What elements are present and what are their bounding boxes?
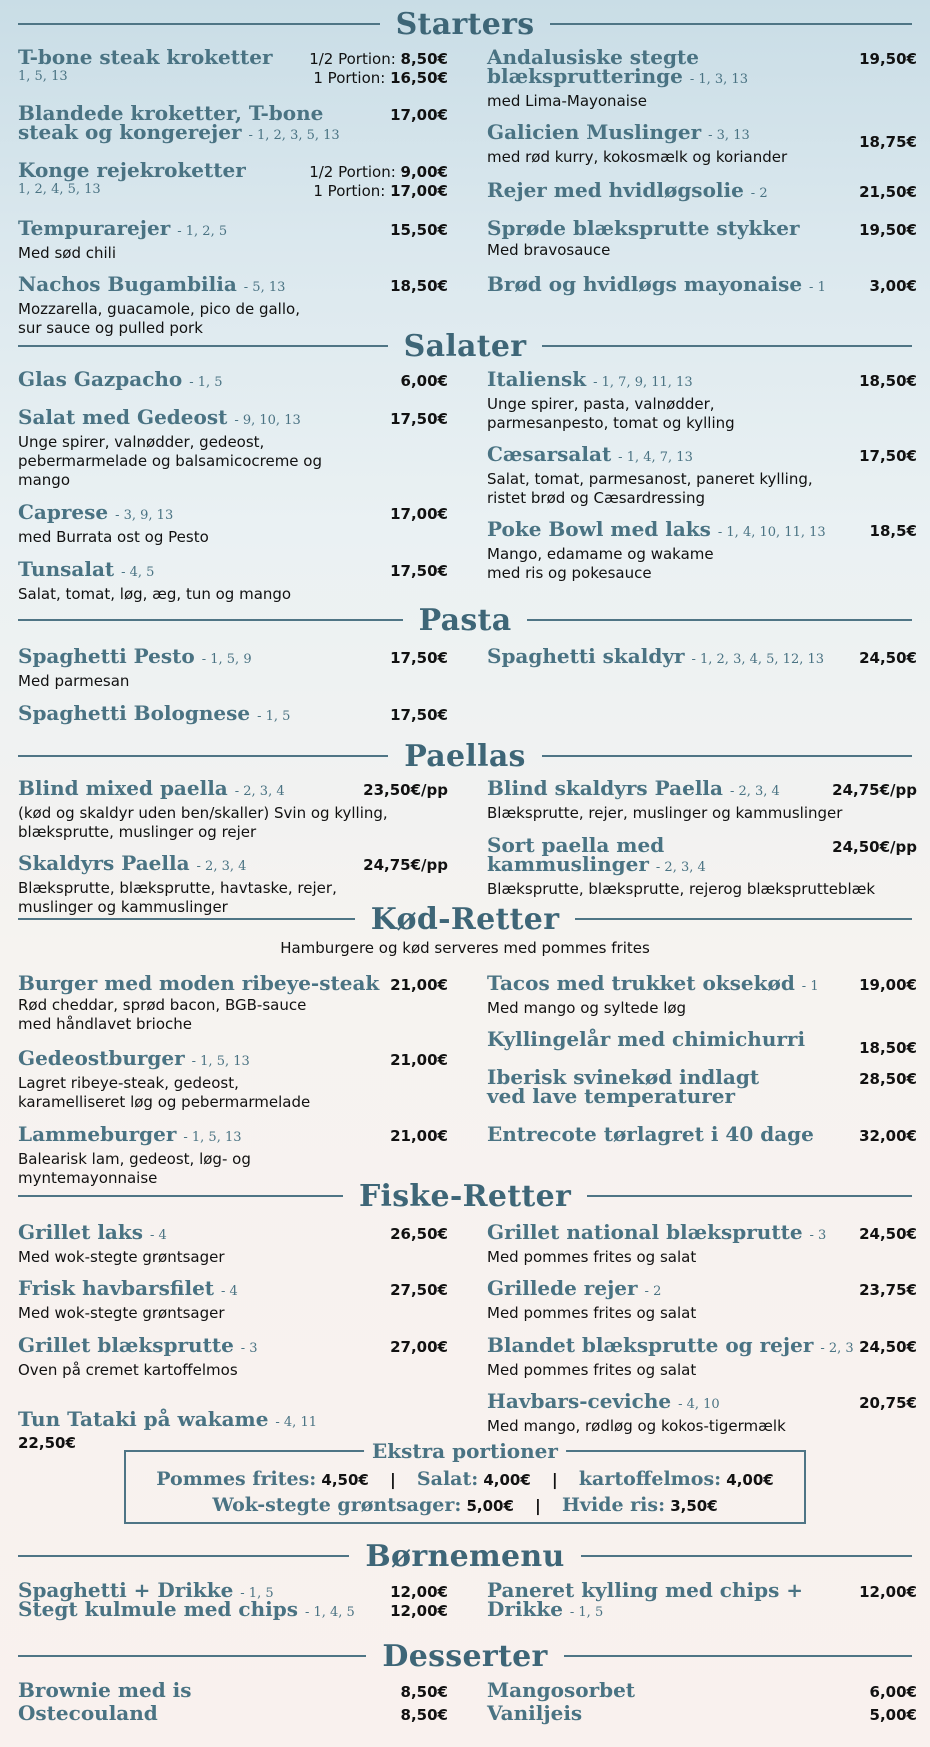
- menu-item-tbone: [18, 45, 448, 87]
- item-allergens: - 1, 2, 3, 5, 13: [248, 128, 340, 143]
- menu-item-entrecote: [487, 1122, 917, 1146]
- item-description: Unge spirer, valnødder, gedeost, pebermarmelade og balsamicocreme og mango: [18, 433, 323, 489]
- item-description: Unge spirer, pasta, valnødder, parmesanpesto, tomat og kylling: [487, 395, 735, 432]
- item-price: 17,50€: [390, 562, 448, 580]
- separator: |: [551, 1470, 558, 1489]
- menu-item-brownie: [18, 1678, 448, 1702]
- section-title: Starters: [395, 6, 535, 42]
- item-price: 3,00€: [869, 277, 917, 295]
- separator: |: [389, 1470, 396, 1489]
- item-description: Rød cheddar, sprød bacon, BGB-sauce med håndlavet brioche: [18, 996, 307, 1033]
- item-name: Sprøde blæksprutte stykker: [487, 216, 800, 240]
- item-description: Oven på cremet kartoffelmos: [18, 1361, 238, 1379]
- item-description: med rød kurry, kokosmælk og koriander: [487, 148, 788, 166]
- divider: [527, 619, 912, 621]
- item-allergens: - 2, 3, 4: [729, 784, 780, 799]
- item-name: Tempurarejer: [18, 216, 171, 240]
- item-description: Med parmesan: [18, 672, 130, 690]
- item-allergens: - 3, 9, 13: [115, 508, 174, 523]
- extra-wok: Wok-stegte grøntsager: 5,00€: [212, 1494, 514, 1516]
- item-name: Blandede kroketter, T-bone steak og kongerejer: [18, 101, 324, 144]
- menu-item-gazpacho: [18, 367, 448, 392]
- item-description: Blæksprutte, blæksprutte, rejerog blæksprutteblæk: [487, 880, 876, 898]
- menu-item-blind-skaldyrs: [487, 776, 917, 823]
- divider: [18, 1655, 366, 1657]
- item-name: Nachos Bugambilia: [18, 272, 237, 296]
- item-name: Spaghetti + Drikke: [18, 1578, 234, 1602]
- separator: |: [535, 1496, 541, 1515]
- price-half: 1/2 Portion: 9,00€: [309, 163, 448, 181]
- menu-item-grillede-rejer: [487, 1276, 917, 1323]
- item-description: Blæksprutte, blæksprutte, havtaske, rejer, muslinger og kammuslinger: [18, 879, 337, 916]
- extra-row-2: [126, 1494, 804, 1516]
- menu-item-bolognese: [18, 701, 448, 726]
- item-allergens: - 1, 5, 9: [201, 652, 252, 667]
- item-description: Med mango og syltede løg: [487, 999, 687, 1017]
- item-allergens: - 1, 5: [257, 709, 291, 724]
- menu-item-caesar: [487, 442, 917, 508]
- price-full: 1 Portion: 17,00€: [313, 182, 448, 200]
- divider: [542, 345, 912, 347]
- item-description: Med pommes frites og salat: [487, 1361, 697, 1379]
- item-allergens: - 2: [750, 186, 768, 201]
- item-allergens: - 1, 5: [240, 1586, 274, 1601]
- item-price: 12,00€: [390, 1583, 448, 1601]
- item-price: 17,50€: [859, 447, 917, 465]
- item-allergens: - 3: [240, 1341, 258, 1356]
- item-name: Sort paella med kammuslinger: [487, 833, 665, 876]
- divider: [18, 23, 380, 25]
- item-allergens: - 2: [644, 1284, 662, 1299]
- item-price: 18,50€: [859, 1039, 917, 1057]
- divider: [542, 755, 912, 757]
- item-allergens: 1, 2, 4, 5, 13: [18, 182, 101, 197]
- item-name: Grillede rejer: [487, 1276, 638, 1300]
- menu-item-pesto: [18, 644, 448, 691]
- item-price: 18,5€: [869, 522, 917, 540]
- item-description: Blæksprutte, rejer, muslinger og kammuslinger: [487, 804, 843, 822]
- item-name: Iberisk svinekød indlagt ved lave temperaturer: [487, 1065, 760, 1108]
- item-price: 17,50€: [390, 649, 448, 667]
- extra-row-1: [126, 1468, 804, 1490]
- item-allergens: - 1, 5: [189, 375, 223, 390]
- menu-item-galicien: [487, 120, 917, 167]
- item-description: Salat, tomat, løg, æg, tun og mango: [18, 585, 292, 603]
- section-header-paellas: [18, 736, 912, 776]
- item-description: Med bravosauce: [487, 241, 611, 259]
- item-name: Salat med Gedeost: [18, 405, 228, 429]
- menu-item-grillet-blaeksprutte: [18, 1333, 448, 1380]
- item-price: 12,00€: [859, 1583, 917, 1601]
- item-price: 24,75€/pp: [363, 856, 448, 874]
- item-price: 28,50€: [859, 1070, 917, 1088]
- item-name: Grillet national blæksprutte: [487, 1220, 803, 1244]
- extra-pommes: Pommes frites: 4,50€: [156, 1468, 369, 1490]
- item-price: 21,00€: [390, 1127, 448, 1145]
- item-description: Balearisk lam, gedeost, løg- og myntemayonnaise: [18, 1150, 251, 1187]
- item-name: Entrecote tørlagret i 40 dage: [487, 1122, 814, 1146]
- section-title: Kød-Retter: [370, 901, 560, 937]
- item-allergens: - 2, 3, 4: [196, 859, 247, 874]
- menu-item-burger: [18, 971, 448, 1034]
- menu-item-havbarsfilet: [18, 1276, 448, 1323]
- divider: [581, 1555, 912, 1557]
- item-price: 24,75€/pp: [832, 781, 917, 799]
- item-price: 19,50€: [859, 50, 917, 68]
- item-allergens: - 1, 7, 9, 11, 13: [593, 375, 693, 390]
- item-price: 24,50€: [859, 1225, 917, 1243]
- item-allergens: - 5, 13: [243, 280, 286, 295]
- item-description: Salat, tomat, parmesanost, paneret kylling, ristet brød og Cæsardressing: [487, 470, 813, 507]
- item-price: 26,50€: [390, 1225, 448, 1243]
- item-description: Med pommes frites og salat: [487, 1304, 697, 1322]
- item-price: 32,00€: [859, 1127, 917, 1145]
- item-price: 17,50€: [390, 706, 448, 724]
- item-price: 17,00€: [390, 106, 448, 124]
- item-description: Med wok-stegte grøntsager: [18, 1248, 225, 1266]
- divider: [18, 755, 388, 757]
- item-name: Caprese: [18, 500, 109, 524]
- item-name: Stegt kulmule med chips: [18, 1597, 298, 1621]
- menu-item-tempura: [18, 216, 448, 263]
- menu-item-mangosorbet: [487, 1678, 917, 1702]
- divider: [18, 345, 388, 347]
- item-price: 17,50€: [390, 410, 448, 428]
- item-description: Med pommes frites og salat: [487, 1248, 697, 1266]
- divider: [18, 1555, 349, 1557]
- item-price: 19,00€: [859, 976, 917, 994]
- menu-item-rejer: [487, 178, 917, 203]
- item-price: 23,75€: [859, 1281, 917, 1299]
- section-header-desserter: [18, 1636, 912, 1676]
- item-allergens: - 4: [149, 1228, 167, 1243]
- item-allergens: - 2, 3, 4: [234, 784, 285, 799]
- item-allergens: - 1, 4, 10, 11, 13: [717, 525, 826, 540]
- item-price: 24,50€/pp: [832, 838, 917, 856]
- item-allergens: - 3: [809, 1228, 827, 1243]
- menu-item-iberisk: [487, 1065, 917, 1108]
- menu-item-vaniljeis: [487, 1701, 917, 1725]
- section-note: Hamburgere og kød serveres med pommes frites: [280, 939, 650, 957]
- item-name: Blandet blæksprutte og rejer: [487, 1333, 814, 1357]
- item-allergens: - 9, 10, 13: [234, 413, 301, 428]
- item-name: Skaldyrs Paella: [18, 851, 190, 875]
- extra-portions-title: Ekstra portioner: [364, 1439, 566, 1463]
- item-name: Blind mixed paella: [18, 776, 228, 800]
- item-description: Med sød chili: [18, 244, 116, 262]
- item-name: Gedeostburger: [18, 1046, 185, 1070]
- item-name: Blind skaldyrs Paella: [487, 776, 723, 800]
- item-price: 24,50€: [859, 1338, 917, 1356]
- item-name: Galicien Muslinger: [487, 120, 702, 144]
- item-allergens: - 1, 3, 13: [689, 72, 748, 87]
- item-name: Tunsalat: [18, 557, 115, 581]
- divider: [18, 918, 355, 920]
- section-header-starters: [18, 4, 912, 44]
- item-name: Grillet blæksprutte: [18, 1333, 234, 1357]
- item-name: Vaniljeis: [487, 1701, 583, 1725]
- item-description: Med mango, rødløg og kokos-tigermælk: [487, 1417, 786, 1435]
- section-title: Salater: [403, 328, 527, 364]
- item-name: T-bone steak kroketter: [18, 45, 273, 69]
- item-name: Tun Tataki på wakame: [18, 1407, 269, 1431]
- item-name: Brownie med is: [18, 1678, 192, 1702]
- item-name: Andalusiske stegte blæksprutteringe: [487, 45, 699, 88]
- section-header-salater: [18, 326, 912, 366]
- section-title: Desserter: [382, 1638, 548, 1674]
- divider: [564, 1655, 912, 1657]
- menu-item-italiensk: [487, 367, 917, 433]
- menu-item-kyllingelar: [487, 1027, 917, 1057]
- item-allergens: - 3, 13: [708, 128, 750, 143]
- item-name: Tacos med trukket oksekød: [487, 971, 795, 995]
- extra-ris: Hvide ris: 3,50€: [561, 1494, 718, 1516]
- menu-item-ostecouland: [18, 1701, 448, 1725]
- item-price: 20,75€: [859, 1394, 917, 1412]
- section-header-born: [18, 1536, 912, 1576]
- item-description: Mango, edamame og wakame med ris og pokesauce: [487, 545, 714, 582]
- item-price: 21,00€: [390, 1051, 448, 1069]
- menu-item-blandet: [487, 1333, 917, 1380]
- section-title: Paellas: [404, 738, 526, 774]
- menu-item-brod: [487, 272, 917, 297]
- divider: [18, 1195, 343, 1197]
- divider: [18, 619, 403, 621]
- item-name: Cæsarsalat: [487, 442, 612, 466]
- item-name: Spaghetti skaldyr: [487, 644, 685, 668]
- item-name: Frisk havbarsfilet: [18, 1276, 215, 1300]
- item-allergens: - 1, 5, 13: [191, 1054, 250, 1069]
- item-name: Italiensk: [487, 367, 587, 391]
- menu-item-blind-mixed: [18, 776, 448, 842]
- divider: [587, 1195, 912, 1197]
- extra-portions-box: [124, 1439, 806, 1524]
- section-header-pasta: [18, 600, 912, 640]
- item-name: Brød og hvidløgs mayonaise: [487, 272, 803, 296]
- item-name: Konge rejekroketter: [18, 158, 246, 182]
- menu-item-konge: [18, 158, 448, 200]
- item-description: Lagret ribeye-steak, gedeost, karamelliseret løg og pebermarmelade: [18, 1074, 311, 1111]
- menu-item-blandede: [18, 101, 448, 145]
- menu-item-gedeost: [18, 405, 448, 490]
- item-price: 15,50€: [390, 221, 448, 239]
- item-allergens: - 1: [801, 979, 819, 994]
- menu-item-andalus: [487, 45, 917, 111]
- item-price: 18,50€: [390, 277, 448, 295]
- item-description: (kød og skaldyr uden ben/skaller) Svin og kylling, blæksprutte, muslinger og rejer: [18, 804, 388, 841]
- divider: [550, 23, 912, 25]
- menu-item-tacos: [487, 971, 917, 1018]
- menu-item-skaldyr: [487, 644, 917, 669]
- item-price: 21,00€: [390, 976, 448, 994]
- extra-kartoffelmos: kartoffelmos: 4,00€: [578, 1468, 774, 1490]
- item-name: Kyllingelår med chimichurri: [487, 1027, 806, 1051]
- item-price: 18,50€: [859, 372, 917, 390]
- item-name: Havbars-ceviche: [487, 1389, 672, 1413]
- item-allergens: - 1, 5: [569, 1605, 604, 1620]
- item-allergens: - 1, 2, 5: [177, 224, 228, 239]
- item-price: 23,50€/pp: [363, 781, 448, 799]
- item-price: 17,00€: [390, 505, 448, 523]
- item-allergens: - 1, 4, 7, 13: [618, 450, 693, 465]
- item-price: 12,00€: [390, 1602, 448, 1620]
- item-name: Paneret kylling med chips + Drikke: [487, 1578, 804, 1621]
- item-description: Med wok-stegte grøntsager: [18, 1304, 225, 1322]
- item-name: Ostecouland: [18, 1701, 158, 1725]
- menu-item-tunsalat: [18, 557, 448, 604]
- item-name: Poke Bowl med laks: [487, 517, 711, 541]
- item-name: Grillet laks: [18, 1220, 144, 1244]
- section-title: Fiske-Retter: [358, 1178, 572, 1214]
- item-allergens: - 4: [221, 1284, 238, 1299]
- item-allergens: 1, 5, 13: [18, 69, 68, 84]
- item-price: 5,00€: [869, 1706, 917, 1724]
- item-allergens: - 2, 3: [820, 1341, 854, 1356]
- item-price: 8,50€: [400, 1706, 448, 1724]
- price-half: 1/2 Portion: 8,50€: [309, 50, 448, 68]
- item-allergens: - 1: [809, 280, 826, 295]
- menu-item-poke: [487, 517, 917, 583]
- item-allergens: - 4, 11: [275, 1415, 317, 1430]
- menu-item-paneret-kylling: [487, 1578, 917, 1622]
- item-allergens: - 2, 3, 4: [655, 860, 706, 875]
- menu-item-sprode: [487, 216, 917, 260]
- item-allergens: - 4, 5: [121, 565, 155, 580]
- item-name: Burger med moden ribeye-steak: [18, 971, 380, 995]
- menu-item-national: [487, 1220, 917, 1267]
- item-description: med Burrata ost og Pesto: [18, 528, 209, 546]
- extra-salat: Salat: 4,00€: [416, 1468, 531, 1490]
- price-full: 1 Portion: 16,50€: [313, 69, 448, 87]
- item-name: Glas Gazpacho: [18, 367, 183, 391]
- menu-item-caprese: [18, 500, 448, 547]
- item-name: Lammeburger: [18, 1122, 177, 1146]
- menu-item-sort-paella: [487, 833, 917, 899]
- item-price: 19,50€: [859, 221, 917, 239]
- item-description: Mozzarella, guacamole, pico de gallo, sur sauce og pulled pork: [18, 300, 300, 337]
- item-name: Rejer med hvidløgsolie: [487, 178, 744, 202]
- item-allergens: - 1, 5, 13: [183, 1130, 242, 1145]
- menu-item-kulmule: [18, 1597, 448, 1622]
- item-description: med Lima-Mayonaise: [487, 92, 647, 110]
- menu-item-grillet-laks: [18, 1220, 448, 1267]
- item-price: 6,00€: [400, 372, 448, 390]
- section-title: Børnemenu: [365, 1538, 565, 1574]
- menu-item-gedeostburger: [18, 1046, 448, 1112]
- section-title: Pasta: [418, 602, 512, 638]
- item-allergens: - 1, 4, 5: [304, 1605, 355, 1620]
- item-name: Mangosorbet: [487, 1678, 636, 1702]
- item-name: Spaghetti Pesto: [18, 644, 195, 668]
- divider: [575, 918, 912, 920]
- item-allergens: - 1, 2, 3, 4, 5, 12, 13: [691, 652, 825, 667]
- item-allergens: - 4, 10: [678, 1397, 720, 1412]
- item-price: 27,50€: [390, 1281, 448, 1299]
- item-price: 27,00€: [390, 1338, 448, 1356]
- section-header-kod: [18, 899, 912, 939]
- item-price: 6,00€: [869, 1683, 917, 1701]
- item-price: 22,50€: [18, 1434, 76, 1452]
- item-price: 24,50€: [859, 649, 917, 667]
- menu-item-ceviche: [487, 1389, 917, 1436]
- item-price: 21,50€: [859, 183, 917, 201]
- item-price: 18,75€: [859, 133, 917, 151]
- item-price: 8,50€: [400, 1683, 448, 1701]
- section-header-fiske: [18, 1176, 912, 1216]
- item-name: Spaghetti Bolognese: [18, 701, 251, 725]
